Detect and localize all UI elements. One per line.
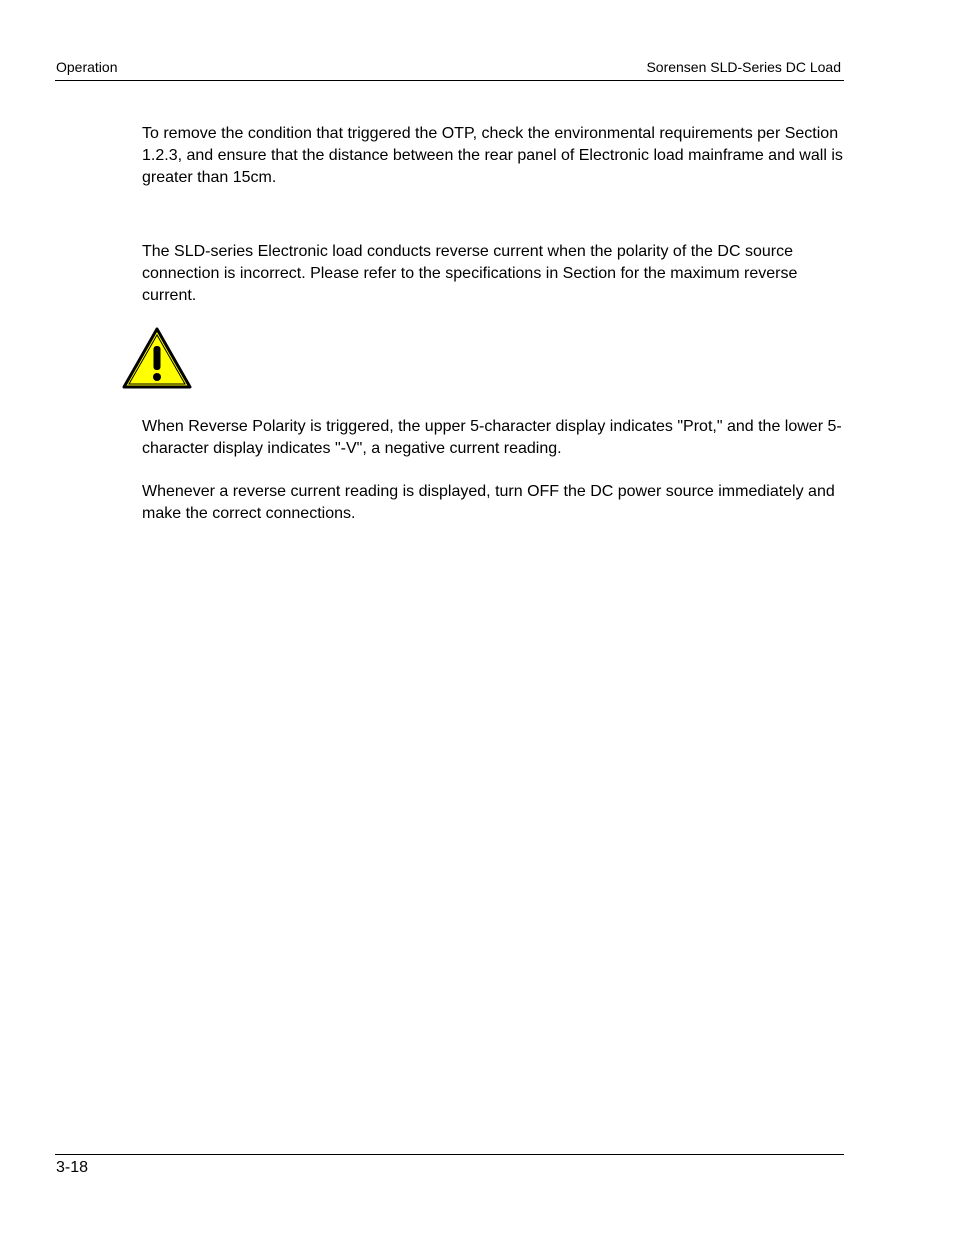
- reverse-current-paragraph: The SLD-series Electronic load conducts reverse current when the polarity of the DC source connection is incorrect. Please refer to the specifications in Section for the maximum reverse current.: [142, 243, 798, 304]
- header-section-title: Operation: [56, 59, 118, 75]
- page-header: [55, 59, 844, 81]
- page-footer: [55, 1154, 844, 1176]
- page-number: 3-18: [56, 1159, 89, 1176]
- warning-triangle-icon: [121, 326, 193, 390]
- power-off-paragraph: Whenever a reverse current reading is displayed, turn OFF the DC power source immediately and make the correct connections.: [142, 483, 835, 522]
- otp-removal-paragraph: To remove the condition that triggered the OTP, check the environmental requirements per Section 1.2.3, and ensure that the distance between the rear panel of Electronic load mainframe and wall is greater than 15cm.: [142, 125, 843, 186]
- reverse-polarity-paragraph: When Reverse Polarity is triggered, the upper 5-character display indicates "Prot," and the lower 5-character display indicates "-V", a negative current reading.: [142, 418, 842, 457]
- header-product-title: Sorensen SLD-Series DC Load: [646, 59, 841, 75]
